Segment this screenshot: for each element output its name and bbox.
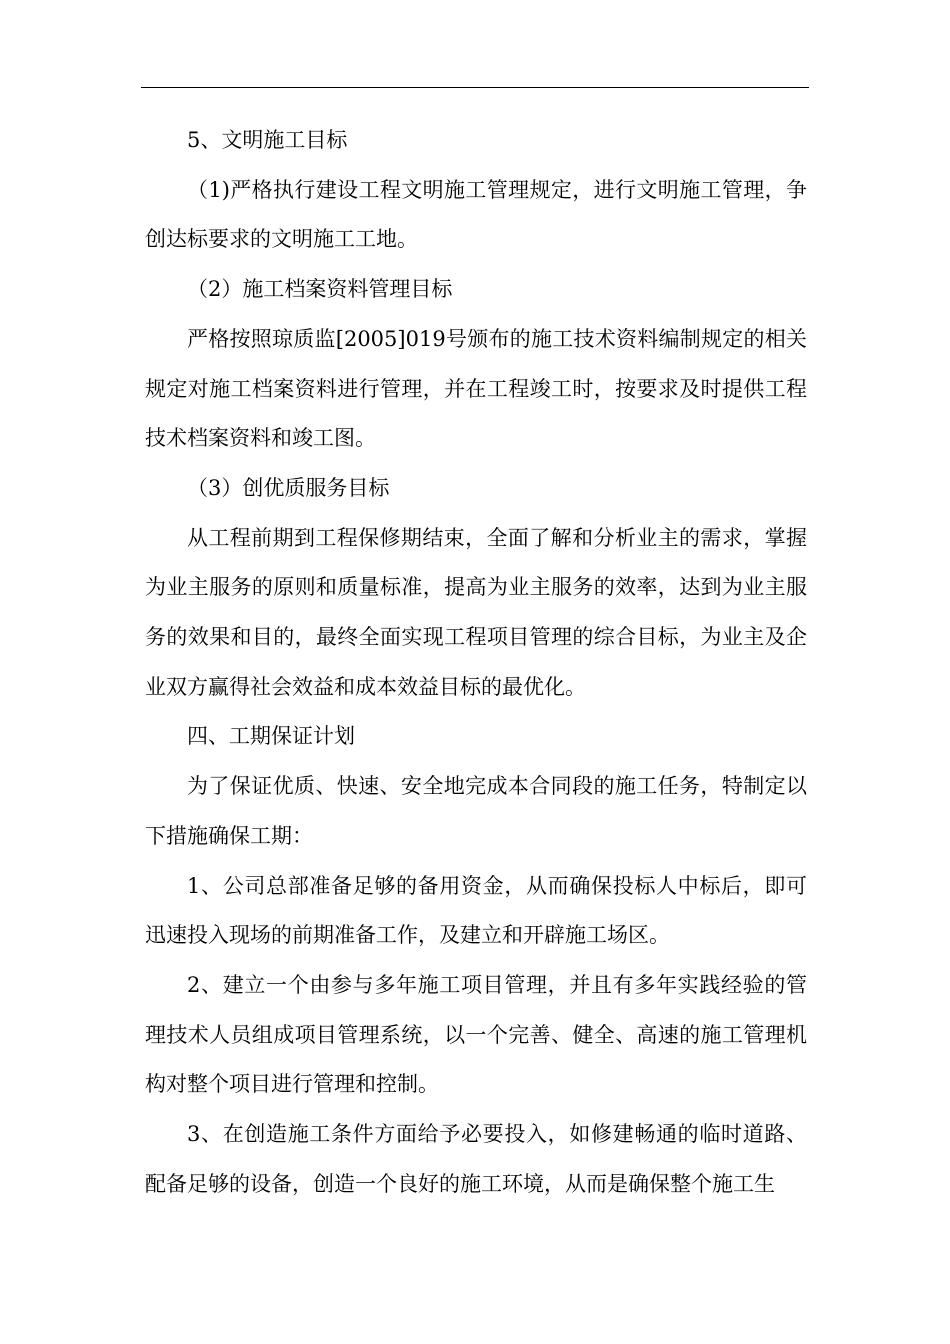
heading-civilized-construction-goal: 5、文明施工目标 [187, 128, 348, 152]
heading-archive-management-goal: （2）施工档案资料管理目标 [187, 277, 453, 302]
paragraph-civilized-construction-management: （1)严格执行建设工程文明施工管理规定，进行文明施工管理，争创达标要求的文明施工工地。 [145, 177, 807, 252]
paragraph-measure-3: 3、在创造施工条件方面给予必要投入，如修建畅通的临时道路、配备足够的设备，创造一个良好的施工环境，从而是确保整个施工生 [145, 1122, 807, 1196]
document-body [145, 116, 807, 1209]
paragraph-measure-2: 2、建立一个由参与多年施工项目管理，并且有多年实践经验的管理技术人员组成项目管理系统，以一个完善、健全、高速的施工管理机构对整个项目进行管理和控制。 [145, 972, 807, 1097]
paragraph-quality-service: 从工程前期到工程保修期结束，全面了解和分析业主的需求，掌握为业主服务的原则和质量标准，提高为业主服务的效率，达到为业主服务的效果和目的，最终全面实现工程项目管理的综合目标，为业主及企业双方赢得社会效益和成本效益目标的最优化。 [145, 525, 807, 699]
paragraph-measure-1: 1、公司总部准备足够的备用资金，从而确保投标人中标后，即可迅速投入现场的前期准备工作，及建立和开辟施工场区。 [145, 873, 807, 948]
heading-schedule-guarantee-plan: 四、工期保证计划 [187, 724, 355, 749]
header-rule [141, 87, 809, 88]
paragraph-schedule-intro: 为了保证优质、快速、安全地完成本合同段的施工任务，特制定以下措施确保工期： [145, 774, 807, 848]
paragraph-archive-management: 严格按照琼质监[2005]019号颁布的施工技术资料编制规定的相关规定对施工档案资料进行管理，并在工程竣工时，按要求及时提供工程技术档案资料和竣工图。 [145, 326, 807, 451]
heading-quality-service-goal: （3）创优质服务目标 [187, 475, 390, 500]
